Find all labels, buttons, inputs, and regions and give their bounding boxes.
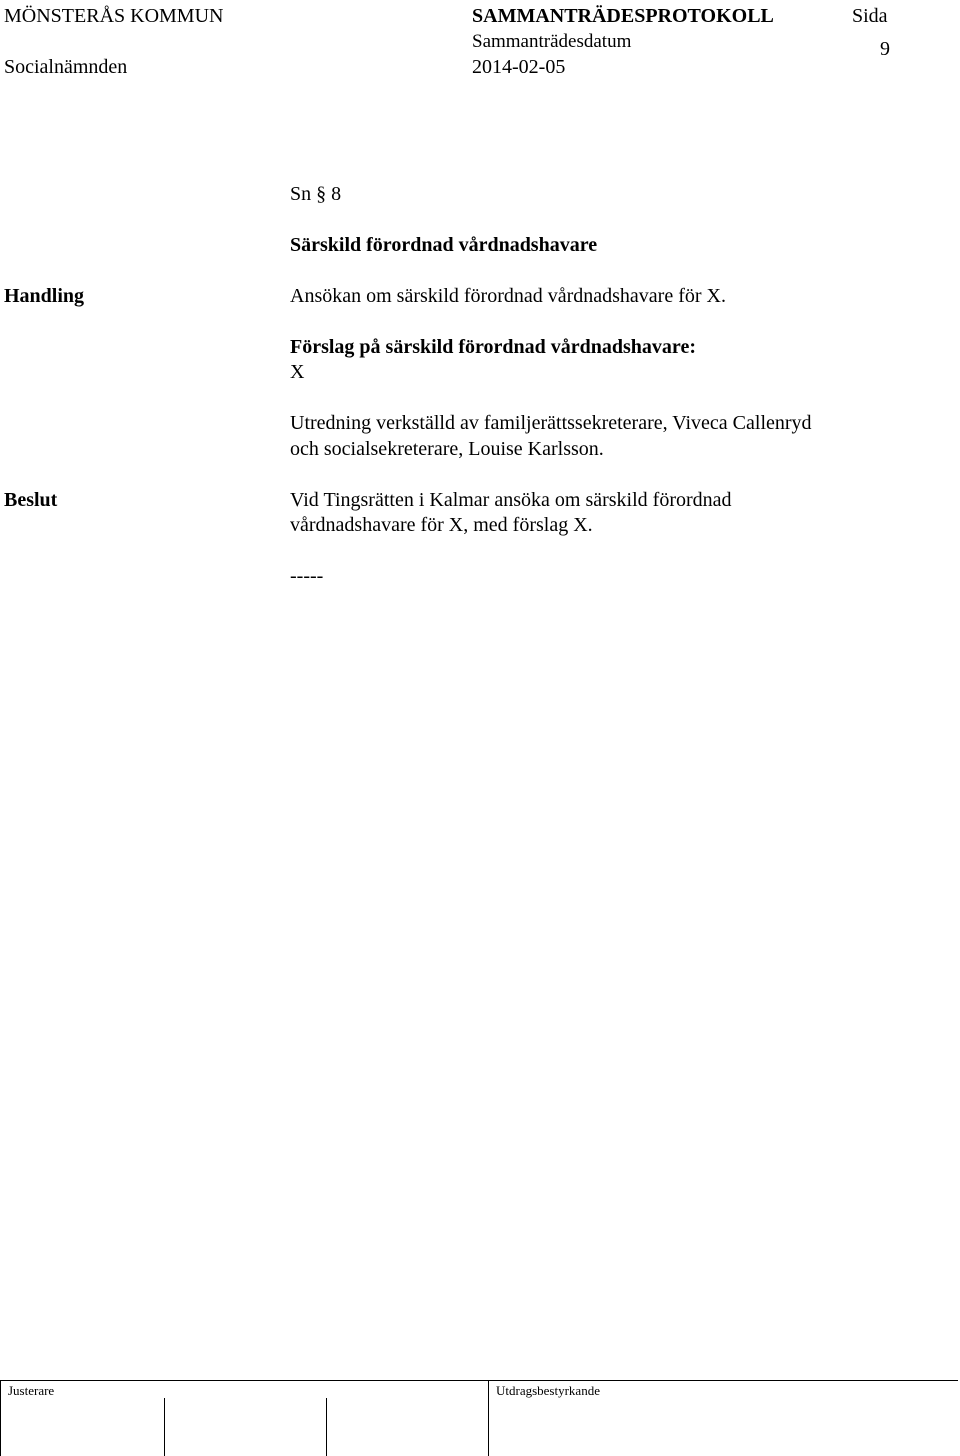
meeting-date-label: Sammanträdesdatum xyxy=(472,31,632,52)
meeting-date-value: 2014-02-05 xyxy=(472,56,566,78)
page-number: 9 xyxy=(880,38,890,60)
decision-label: Beslut xyxy=(4,489,58,511)
page-label: Sida xyxy=(852,5,888,27)
section-title: Särskild förordnad vårdnadshavare xyxy=(290,234,598,256)
adjuster-divider-1 xyxy=(164,1398,165,1456)
investigation-line-2: och socialsekreterare, Louise Karlsson. xyxy=(290,438,604,460)
proposal-heading: Förslag på särskild förordnad vårdnadshavare: xyxy=(290,336,696,358)
committee-name: Socialnämnden xyxy=(4,56,128,78)
handling-label: Handling xyxy=(4,285,85,307)
municipality-name: MÖNSTERÅS KOMMUN xyxy=(4,5,224,27)
footer-middle-border xyxy=(488,1380,489,1456)
handling-text: Ansökan om särskild förordnad vårdnadshavare för X. xyxy=(290,285,726,307)
section-number: Sn § 8 xyxy=(290,183,342,205)
certification-label: Utdragsbestyrkande xyxy=(496,1383,600,1398)
footer-left-border xyxy=(0,1380,1,1456)
section-separator: ----- xyxy=(290,565,324,587)
decision-line-1: Vid Tingsrätten i Kalmar ansöka om särskild förordnad xyxy=(290,489,732,511)
adjuster-label: Justerare xyxy=(8,1383,55,1398)
proposal-name: X xyxy=(290,361,305,383)
decision-line-2: vårdnadshavare för X, med förslag X. xyxy=(290,514,593,536)
adjuster-divider-2 xyxy=(326,1398,327,1456)
investigation-line-1: Utredning verkställd av familjerättssekreterare, Viveca Callenryd xyxy=(290,412,812,434)
protocol-title: SAMMANTRÄDESPROTOKOLL xyxy=(472,5,774,27)
footer-top-border xyxy=(0,1380,958,1381)
